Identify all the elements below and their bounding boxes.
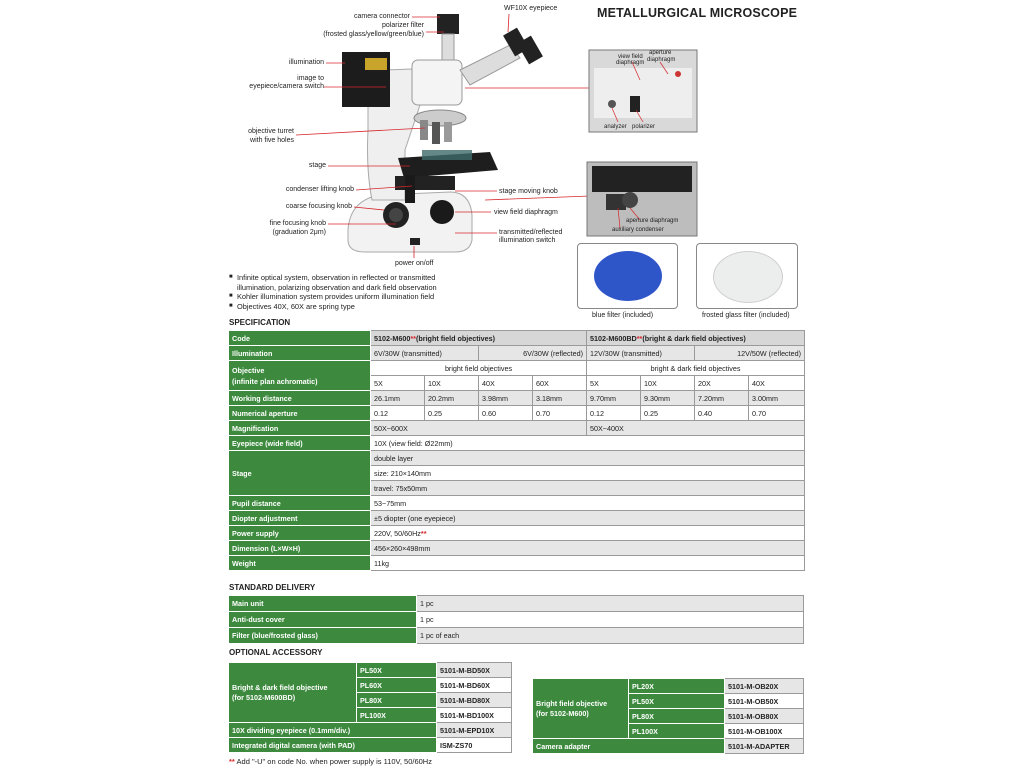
feature-item: ■ Kohler illumination system provides uniform illumination field [229,292,435,301]
optional-bf-label: Bright field objective (for 5102-M600) [533,679,629,739]
callout-image-switch-line2: eyepiece/camera switch [249,83,324,90]
frosted-filter-photo [696,243,798,309]
callout-stage: stage [308,162,326,169]
spec-cell: ±5 diopter (one eyepiece) [371,511,805,526]
optional-code: 5101-M-BD60X [437,678,512,693]
optional-code: 5101-M-BD50X [437,663,512,678]
delivery-item: Anti-dust cover [229,612,417,628]
spec-cell: 20X [695,376,749,391]
callout-coarse-focusing: coarse focusing knob [285,203,352,210]
spec-cell: 0.40 [695,406,749,421]
optional-model: PL60X [357,678,437,693]
spec-cell: 456×260×498mm [371,541,805,556]
spec-cell: 10X [425,376,479,391]
spec-label: Power supply [229,526,371,541]
callout-condenser-lifting: condenser lifting knob [285,186,354,193]
optional-model: PL100X [629,724,725,739]
optional-code: ISM-ZS70 [437,738,512,753]
spec-row-magnification [229,421,805,436]
spec-heading: SPECIFICATION [229,318,291,327]
spec-table [228,330,805,571]
optional-code: 5101-M-OB80X [725,709,804,724]
optional-table-right [532,678,804,754]
spec-cell: 0.12 [587,406,641,421]
spec-cell: 9.70mm [587,391,641,406]
inset1-polarizer: polarizer [632,124,656,130]
spec-cell: 0.60 [479,406,533,421]
feature-list [229,273,569,311]
spec-row-dimension [229,541,805,556]
optional-heading: OPTIONAL ACCESSORY [229,648,323,657]
callout-illumination: illumination [288,59,324,66]
optional-code: 5101-M-OB100X [725,724,804,739]
spec-cell: 0.70 [749,406,805,421]
inset1-view-field-line1: view field [618,54,643,60]
spec-cell: 53~75mm [371,496,805,511]
spec-cell: 5X [587,376,641,391]
delivery-row [229,612,804,628]
optional-code: 5101-M-ADAPTER [725,739,804,754]
delivery-table [228,595,804,644]
callout-polarizer-filter-colors: (frosted glass/yellow/green/blue) [323,31,424,38]
delivery-item: Main unit [229,596,417,612]
spec-row-weight [229,556,805,571]
frosted-filter-caption: frosted glass filter (included) [702,312,790,319]
feature-item: ■ Infinite optical system, observation in reflected or transmitted [229,273,436,282]
spec-label: Illumination [229,346,371,361]
delivery-qty: 1 pc [417,596,804,612]
spec-row-stage [229,451,805,466]
callout-stage-moving: stage moving knob [499,188,558,195]
blue-filter-photo [577,243,678,309]
spec-row-diopter [229,511,805,526]
spec-cell: 3.98mm [479,391,533,406]
spec-cell: 0.70 [533,406,587,421]
inset2-aperture: aperture diaphragm [626,218,679,224]
spec-cell: 12V/50W (reflected) [695,346,805,361]
spec-row-code [229,331,805,346]
callout-camera-connector: camera connector [353,13,410,20]
spec-cell: 3.00mm [749,391,805,406]
optional-row [533,739,804,754]
callout-image-switch-line1: image to [297,75,324,82]
callout-turret-line1: objective turret [248,128,294,135]
spec-row-power [229,526,805,541]
spec-cell: 60X [533,376,587,391]
page-title: METALLURGICAL MICROSCOPE [597,6,798,20]
optional-code: 5101-M-OB50X [725,694,804,709]
delivery-row [229,596,804,612]
spec-label: Eyepiece (wide field) [229,436,371,451]
spec-cell: 220V, 50/60Hz** [371,526,805,541]
spec-cell: 50X~600X [371,421,587,436]
spec-cell: 10X (view field: Ø22mm) [371,436,805,451]
spec-cell: 40X [479,376,533,391]
spec-cell: travel: 75x50mm [371,481,805,496]
callout-wf10x-eyepiece: WF10X eyepiece [504,5,558,12]
optional-row [229,723,512,738]
spec-cell: double layer [371,451,805,466]
optional-model: PL80X [357,693,437,708]
spec-cell: bright field objectives [371,361,587,376]
callout-turret-line2: with five holes [250,137,294,144]
spec-label: Diopter adjustment [229,511,371,526]
spec-cell: 26.1mm [371,391,425,406]
spec-row-working-distance [229,391,805,406]
optional-code: 5101-M-BD100X [437,708,512,723]
optional-code: 5101-M-EPD10X [437,723,512,738]
optional-code: 5101-M-BD80X [437,693,512,708]
spec-code-a: 5102-M600**(bright field objectives) [371,331,587,346]
delivery-qty: 1 pc [417,612,804,628]
spec-cell: 11kg [371,556,805,571]
spec-cell: bright & dark field objectives [587,361,805,376]
optional-adapter-label: Camera adapter [533,739,725,754]
spec-cell: 9.30mm [641,391,695,406]
optional-code: 5101-M-OB20X [725,679,804,694]
optional-model: PL80X [629,709,725,724]
spec-cell: 3.18mm [533,391,587,406]
spec-row-pupil [229,496,805,511]
callout-fine-focusing-line2: (graduation 2μm) [272,229,326,236]
inset1-view-field-line2: diaphragm [616,60,645,66]
optional-model: PL20X [629,679,725,694]
callout-trans-switch-line2: illumination switch [499,237,556,244]
spec-label: Weight [229,556,371,571]
delivery-row [229,628,804,644]
inset1-aperture-line2: diaphragm [647,57,676,63]
spec-label-objective: Objective (infinite plan achromatic) [229,361,371,391]
spec-cell: 12V/30W (transmitted) [587,346,695,361]
delivery-qty: 1 pc of each [417,628,804,644]
feature-item: ■ Objectives 40X, 60X are spring type [229,301,355,311]
footnote: ** Add "-U" on code No. when power supply is 110V, 50/60Hz [229,757,432,766]
spec-label: Working distance [229,391,371,406]
spec-label: Code [229,331,371,346]
optional-dividing-label: 10X dividing eyepiece (0.1mm/div.) [229,723,437,738]
optional-bd-label: Bright & dark field objective (for 5102-M600BD) [229,663,357,723]
spec-cell: 6V/30W (transmitted) [371,346,479,361]
spec-cell: 20.2mm [425,391,479,406]
spec-cell: 6V/30W (reflected) [479,346,587,361]
spec-row-objective-head [229,361,805,376]
optional-model: PL100X [357,708,437,723]
callout-fine-focusing-line1: fine focusing knob [269,220,326,227]
delivery-heading: STANDARD DELIVERY [229,583,316,592]
spec-cell: size: 210×140mm [371,466,805,481]
spec-row-illumination [229,346,805,361]
spec-cell: 0.25 [641,406,695,421]
spec-row-eyepiece [229,436,805,451]
optional-model: PL50X [357,663,437,678]
blue-filter-caption: blue filter (included) [592,312,654,319]
callout-view-field-diaphragm: view field diaphragm [494,209,558,216]
callout-trans-switch-line1: transmitted/reflected [499,229,563,236]
optional-row [229,738,512,753]
spec-cell: 40X [749,376,805,391]
spec-label: Stage [229,451,371,496]
inset1-analyzer: analyzer [604,124,627,130]
spec-label: Pupil distance [229,496,371,511]
optional-table-left [228,662,512,753]
spec-code-b: 5102-M600BD**(bright & dark field objectives) [587,331,805,346]
optional-camera-label: Integrated digital camera (with PAD) [229,738,437,753]
optional-row [229,663,512,678]
spec-label: Dimension (L×W×H) [229,541,371,556]
spec-cell: 10X [641,376,695,391]
spec-cell: 5X [371,376,425,391]
spec-label: Numerical aperture [229,406,371,421]
feature-item: illumination, polarizing observation and dark field observation [237,282,437,292]
spec-row-numerical-aperture [229,406,805,421]
callout-power: power on/off [395,260,434,267]
optional-model: PL50X [629,694,725,709]
spec-cell: 7.20mm [695,391,749,406]
spec-cell: 0.25 [425,406,479,421]
delivery-item: Filter (blue/frosted glass) [229,628,417,644]
spec-cell: 50X~400X [587,421,805,436]
spec-cell: 0.12 [371,406,425,421]
callout-polarizer-filter: polarizer filter [381,22,424,29]
inset1-aperture-line1: aperture [649,50,672,56]
inset2-condenser: auxiliary condenser [612,227,664,233]
spec-label: Magnification [229,421,371,436]
optional-row [533,679,804,694]
